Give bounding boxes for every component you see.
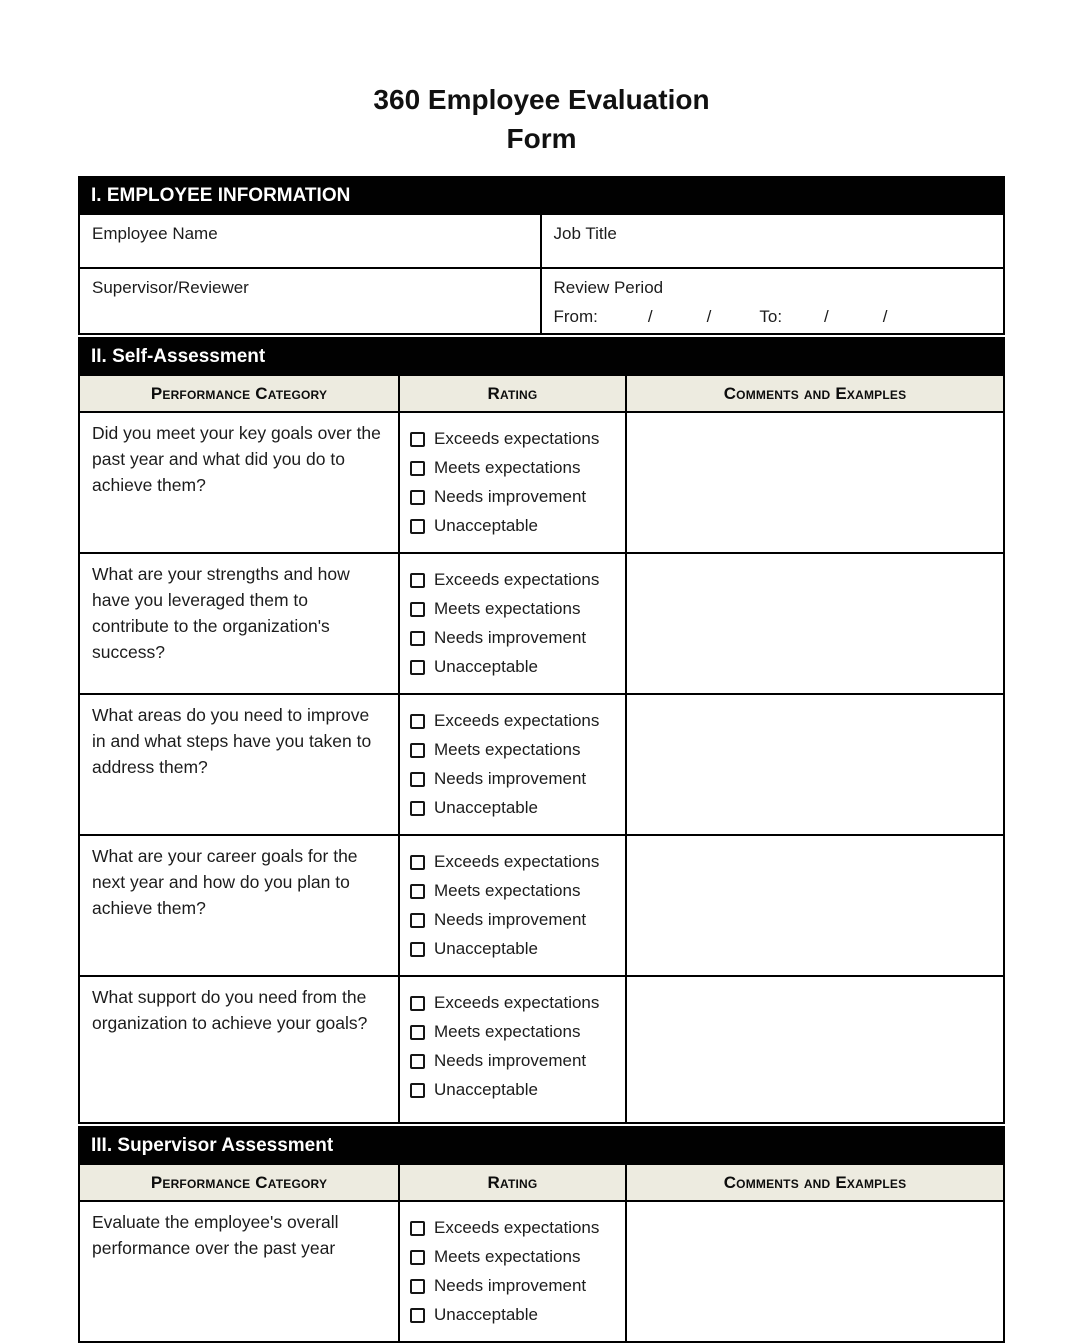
rating-cell — [400, 836, 627, 975]
rating-option-meets[interactable] — [410, 1246, 619, 1268]
self-assessment-row-1 — [78, 413, 1005, 554]
checkbox-icon[interactable] — [410, 602, 425, 617]
rating-option-meets[interactable] — [410, 1021, 619, 1043]
rating-option-label: Meets expectations — [434, 458, 581, 477]
checkbox-icon[interactable] — [410, 743, 425, 758]
comments-cell[interactable] — [627, 836, 1003, 975]
date-separator: / — [824, 307, 829, 326]
supervisor-assessment-row-1 — [78, 1202, 1005, 1343]
checkbox-icon[interactable] — [410, 1221, 425, 1236]
rating-option-meets[interactable] — [410, 598, 619, 620]
question-cell: What support do you need from the organization to achieve your goals? — [80, 977, 400, 1122]
rating-option-meets[interactable] — [410, 880, 619, 902]
rating-option-label: Exceeds expectations — [434, 852, 600, 871]
rating-cell — [400, 1202, 627, 1341]
checkbox-icon[interactable] — [410, 1054, 425, 1069]
rating-option-needs-improvement[interactable] — [410, 1275, 619, 1297]
checkbox-icon[interactable] — [410, 884, 425, 899]
rating-option-unacceptable[interactable] — [410, 1304, 619, 1326]
column-header-rating: Rating — [400, 376, 627, 411]
rating-option-label: Exceeds expectations — [434, 993, 600, 1012]
supervisor-field[interactable] — [80, 269, 542, 333]
rating-option-label: Needs improvement — [434, 628, 587, 647]
date-separator: / — [882, 307, 888, 326]
comments-cell[interactable] — [627, 554, 1003, 693]
checkbox-icon[interactable] — [410, 1083, 425, 1098]
rating-option-unacceptable[interactable] — [410, 1079, 619, 1101]
employee-info-row-2 — [78, 269, 1005, 335]
rating-option-label: Unacceptable — [434, 798, 538, 817]
evaluation-form — [78, 176, 1005, 1343]
rating-option-label: Exceeds expectations — [434, 429, 600, 448]
checkbox-icon[interactable] — [410, 772, 425, 787]
from-label: From: — [553, 307, 598, 326]
rating-option-unacceptable[interactable] — [410, 938, 619, 960]
question-cell: What are your strengths and how have you leveraged them to contribute to the organization's success? — [80, 554, 400, 693]
checkbox-icon[interactable] — [410, 1279, 425, 1294]
employee-info-row-1 — [78, 215, 1005, 269]
question-cell: What are your career goals for the next year and how do you plan to achieve them? — [80, 836, 400, 975]
rating-option-exceeds[interactable] — [410, 710, 619, 732]
rating-option-label: Exceeds expectations — [434, 711, 600, 730]
checkbox-icon[interactable] — [410, 942, 425, 957]
checkbox-icon[interactable] — [410, 1250, 425, 1265]
rating-cell — [400, 413, 627, 552]
to-label: To: — [759, 307, 783, 326]
rating-option-exceeds[interactable] — [410, 428, 619, 450]
rating-option-label: Meets expectations — [434, 1247, 581, 1266]
rating-option-label: Needs improvement — [434, 1051, 587, 1070]
rating-option-exceeds[interactable] — [410, 992, 619, 1014]
question-cell: Evaluate the employee's overall performance over the past year — [80, 1202, 400, 1341]
rating-option-needs-improvement[interactable] — [410, 627, 619, 649]
question-cell: Did you meet your key goals over the past year and what did you do to achieve them? — [80, 413, 400, 552]
rating-option-label: Meets expectations — [434, 881, 581, 900]
date-separator: / — [647, 307, 653, 326]
rating-option-exceeds[interactable] — [410, 1217, 619, 1239]
rating-option-label: Meets expectations — [434, 740, 581, 759]
rating-option-label: Meets expectations — [434, 599, 581, 618]
review-period-dates[interactable] — [554, 306, 992, 327]
checkbox-icon[interactable] — [410, 855, 425, 870]
review-period-field[interactable] — [542, 269, 1004, 333]
self-assessment-column-headers — [78, 376, 1005, 413]
checkbox-icon[interactable] — [410, 1025, 425, 1040]
rating-option-label: Needs improvement — [434, 910, 587, 929]
rating-option-needs-improvement[interactable] — [410, 1050, 619, 1072]
rating-option-label: Unacceptable — [434, 516, 538, 535]
rating-option-unacceptable[interactable] — [410, 656, 619, 678]
rating-option-unacceptable[interactable] — [410, 515, 619, 537]
page-title — [0, 80, 1080, 158]
question-cell: What areas do you need to improve in and what steps have you taken to address them? — [80, 695, 400, 834]
checkbox-icon[interactable] — [410, 461, 425, 476]
self-assessment-row-4 — [78, 836, 1005, 977]
column-header-performance-category: Performance Category — [80, 376, 400, 411]
self-assessment-row-2 — [78, 554, 1005, 695]
comments-cell[interactable] — [627, 413, 1003, 552]
checkbox-icon[interactable] — [410, 996, 425, 1011]
rating-option-label: Exceeds expectations — [434, 1218, 600, 1237]
self-assessment-row-5 — [78, 977, 1005, 1124]
job-title-field[interactable] — [542, 215, 1004, 267]
rating-option-meets[interactable] — [410, 739, 619, 761]
rating-option-exceeds[interactable] — [410, 851, 619, 873]
rating-option-label: Needs improvement — [434, 769, 587, 788]
checkbox-icon[interactable] — [410, 631, 425, 646]
column-header-comments: Comments and Examples — [723, 1172, 907, 1192]
comments-cell[interactable] — [627, 1202, 1003, 1341]
rating-option-label: Unacceptable — [434, 939, 538, 958]
supervisor-label: Supervisor/Reviewer — [92, 278, 249, 297]
checkbox-icon[interactable] — [410, 573, 425, 588]
rating-option-label: Needs improvement — [434, 487, 587, 506]
checkbox-icon[interactable] — [410, 660, 425, 675]
rating-option-unacceptable[interactable] — [410, 797, 619, 819]
review-period-label: Review Period — [553, 278, 664, 297]
date-separator: / — [706, 307, 712, 326]
rating-option-needs-improvement[interactable] — [410, 486, 619, 508]
job-title-label: Job Title — [553, 224, 617, 243]
rating-option-exceeds[interactable] — [410, 569, 619, 591]
rating-cell — [400, 977, 627, 1122]
comments-cell[interactable] — [627, 695, 1003, 834]
section-self-assessment-header: II. Self-Assessment — [78, 337, 1005, 376]
employee-name-label: Employee Name — [92, 224, 218, 243]
section-employee-info-header: I. EMPLOYEE INFORMATION — [78, 176, 1005, 215]
comments-cell[interactable] — [627, 977, 1003, 1122]
rating-cell — [400, 554, 627, 693]
rating-cell — [400, 695, 627, 834]
checkbox-icon[interactable] — [410, 801, 425, 816]
checkbox-icon[interactable] — [410, 519, 425, 534]
rating-option-label: Unacceptable — [434, 1305, 538, 1324]
employee-name-field[interactable] — [80, 215, 542, 267]
checkbox-icon[interactable] — [410, 432, 425, 447]
rating-option-label: Exceeds expectations — [434, 570, 600, 589]
self-assessment-row-3 — [78, 695, 1005, 836]
rating-option-needs-improvement[interactable] — [410, 909, 619, 931]
column-header-rating: Rating — [400, 1165, 627, 1200]
column-header-performance-category: Performance Category — [80, 1165, 400, 1200]
page-title-line2: Form — [506, 123, 577, 154]
supervisor-assessment-column-headers — [78, 1165, 1005, 1202]
rating-option-label: Unacceptable — [434, 657, 538, 676]
checkbox-icon[interactable] — [410, 714, 425, 729]
rating-option-needs-improvement[interactable] — [410, 768, 619, 790]
rating-option-label: Meets expectations — [434, 1022, 581, 1041]
rating-option-label: Unacceptable — [434, 1080, 538, 1099]
checkbox-icon[interactable] — [410, 490, 425, 505]
section-supervisor-assessment-header: III. Supervisor Assessment — [78, 1126, 1005, 1165]
checkbox-icon[interactable] — [410, 913, 425, 928]
rating-option-label: Needs improvement — [434, 1276, 587, 1295]
checkbox-icon[interactable] — [410, 1308, 425, 1323]
column-header-comments: Comments and Examples — [723, 383, 907, 403]
page-title-line1: 360 Employee Evaluation — [373, 84, 710, 115]
rating-option-meets[interactable] — [410, 457, 619, 479]
